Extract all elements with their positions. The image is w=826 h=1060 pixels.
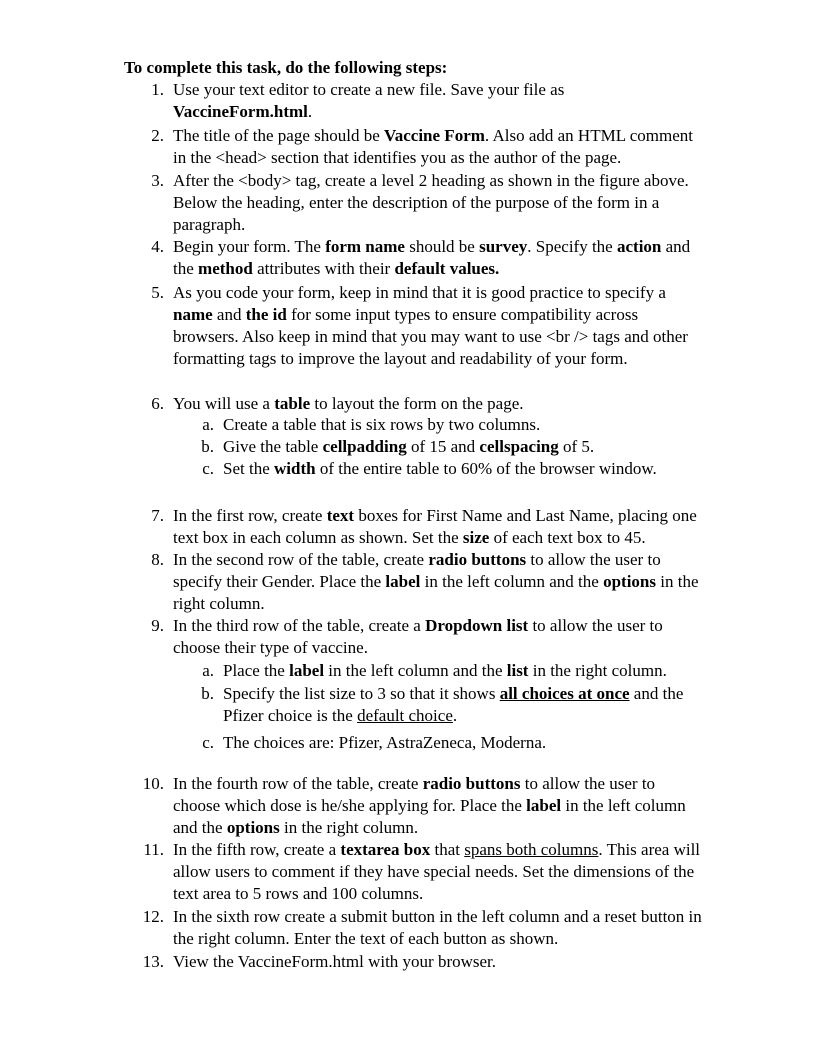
- text-run: specify their Gender. Place the: [173, 572, 386, 591]
- step-1-line: [173, 101, 312, 123]
- text-run: width: [274, 459, 316, 478]
- text-run: for some input types to ensure compatibility across: [286, 305, 639, 324]
- text-run: In the second row of the table, create: [173, 550, 429, 569]
- text-run: default values.: [394, 259, 500, 278]
- step-number: 12.: [142, 907, 164, 926]
- text-run: right column.: [173, 594, 265, 613]
- step-number: 9.: [151, 616, 164, 635]
- text-run: cellspacing: [479, 437, 559, 456]
- step-number: 8.: [151, 550, 164, 569]
- text-run: form name: [325, 237, 405, 256]
- step-11-line: [173, 839, 700, 861]
- text-run: of 5.: [558, 437, 595, 456]
- text-run: Vaccine Form: [384, 126, 485, 145]
- text-run: . Also add an HTML comment: [484, 126, 693, 145]
- instructions-heading: To complete this task, do the following steps:: [124, 58, 448, 77]
- text-run: to allow the user to: [520, 774, 656, 793]
- step-4-line: [173, 236, 690, 258]
- sub-step-letter: a.: [202, 661, 214, 680]
- step-number: 11.: [143, 840, 164, 859]
- text-run: The choices are: Pfizer, AstraZeneca, Moderna.: [223, 733, 547, 752]
- step-5-line: [173, 326, 688, 348]
- text-run: browsers. Also keep in mind that you may want to use <br /> tags and other: [173, 327, 688, 346]
- text-run: of each text box to 45.: [489, 528, 646, 547]
- text-run: VaccineForm.html: [173, 102, 308, 121]
- text-run: Set the: [223, 459, 274, 478]
- underlined-text: all choices at once: [499, 684, 630, 703]
- sub-step-line: [223, 683, 683, 705]
- text-run: default choice: [357, 706, 453, 725]
- step-7-line: [173, 527, 646, 549]
- text-run: In the third row of the table, create a: [173, 616, 426, 635]
- text-run: [500, 684, 630, 703]
- text-run: Use your text editor to create a new file. Save your file as: [173, 80, 565, 99]
- text-run: that: [430, 840, 465, 859]
- step-6-line: [173, 393, 524, 415]
- text-run: Dropdown list: [425, 616, 529, 635]
- text-run: to allow the user to: [528, 616, 663, 635]
- text-run: should be: [404, 237, 480, 256]
- step-10-line: [173, 773, 655, 795]
- step-5-line: [173, 348, 628, 370]
- sub-step-line: [223, 660, 667, 682]
- sub-step-letter: b.: [201, 684, 214, 703]
- text-run: text: [326, 506, 355, 525]
- text-run: label: [526, 796, 562, 815]
- sub-step-line: [223, 732, 546, 754]
- step-10-line: [173, 795, 686, 817]
- sub-step-letter: c.: [202, 733, 214, 752]
- text-run: action: [616, 237, 662, 256]
- text-run: of the entire table to 60% of the browser window.: [315, 459, 657, 478]
- text-run: the id: [245, 305, 287, 324]
- step-8-line: [173, 549, 661, 571]
- text-run: in the right column.: [528, 661, 667, 680]
- step-11-line: [173, 861, 694, 883]
- step-number: 3.: [151, 171, 164, 190]
- step-13-line: [173, 951, 496, 973]
- step-number: 7.: [151, 506, 164, 525]
- step-3-line: [173, 214, 245, 236]
- step-number: 4.: [151, 237, 164, 256]
- text-run: the right column. Enter the text of each button as shown.: [173, 929, 559, 948]
- text-run: options: [603, 572, 656, 591]
- text-run: Pfizer choice is the: [223, 706, 358, 725]
- text-run: formatting tags to improve the layout and readability of your form.: [173, 349, 628, 368]
- text-run: in the left column and the: [324, 661, 507, 680]
- step-2-line: [173, 147, 621, 169]
- step-number: 1.: [151, 80, 164, 99]
- sub-step-line: [223, 414, 540, 436]
- text-run: list: [506, 661, 529, 680]
- text-run: to allow the user to: [526, 550, 661, 569]
- text-run: label: [289, 661, 325, 680]
- text-run: radio buttons: [428, 550, 527, 569]
- text-run: View the VaccineForm.html with your browser.: [173, 952, 497, 971]
- text-run: Specify the list size to 3 so that it shows: [223, 684, 500, 703]
- text-run: As you code your form, keep in mind that it is good practice to specify a: [173, 283, 666, 302]
- text-run: In the fifth row, create a: [173, 840, 341, 859]
- step-number: 2.: [151, 126, 164, 145]
- text-run: After the <body> tag, create a level 2 heading as shown in the figure above.: [173, 171, 689, 190]
- text-run: text box in each column as shown. Set the: [173, 528, 463, 547]
- text-run: . Specify the: [527, 237, 617, 256]
- text-run: and: [212, 305, 246, 324]
- text-run: spans both columns: [464, 840, 599, 859]
- step-10-line: [173, 817, 418, 839]
- text-run: attributes with their: [252, 259, 395, 278]
- step-number: 6.: [151, 394, 164, 413]
- step-3-line: [173, 170, 689, 192]
- text-run: cellpadding: [322, 437, 407, 456]
- step-8-line: [173, 593, 265, 615]
- text-run: and the: [629, 684, 684, 703]
- text-run: Give the table: [223, 437, 323, 456]
- step-3-line: [173, 192, 659, 214]
- text-run: In the fourth row of the table, create: [173, 774, 423, 793]
- step-12-line: [173, 906, 702, 928]
- step-2-line: [173, 125, 693, 147]
- text-run: You will use a: [173, 394, 275, 413]
- sub-step-letter: c.: [202, 459, 214, 478]
- text-run: The title of the page should be: [173, 126, 385, 145]
- text-run: choose their type of vaccine.: [173, 638, 368, 657]
- text-run: options: [226, 818, 280, 837]
- text-run: choose which dose is he/she applying for. Place the: [173, 796, 527, 815]
- text-run: label: [385, 572, 421, 591]
- text-run: in the left column and the: [420, 572, 604, 591]
- text-run: In the sixth row create a submit button in the left column and a reset button in: [173, 907, 702, 926]
- text-run: in the: [656, 572, 699, 591]
- step-1-line: [173, 79, 564, 101]
- step-8-line: [173, 571, 699, 593]
- text-run: in the left column: [561, 796, 686, 815]
- sub-step-line: [223, 436, 594, 458]
- text-run: Place the: [223, 661, 290, 680]
- text-run: textarea box: [340, 840, 431, 859]
- text-run: to layout the form on the page.: [310, 394, 524, 413]
- text-run: text area to 5 rows and 100 columns.: [173, 884, 424, 903]
- step-4-line: [173, 258, 499, 280]
- text-run: Begin your form. The: [173, 237, 326, 256]
- text-run: of 15 and: [406, 437, 480, 456]
- step-7-line: [173, 505, 697, 527]
- text-run: size: [462, 528, 490, 547]
- sub-step-line: [223, 705, 457, 727]
- sub-step-letter: b.: [201, 437, 214, 456]
- text-run: Create a table that is six rows by two columns.: [223, 415, 541, 434]
- step-12-line: [173, 928, 558, 950]
- text-run: name: [173, 305, 213, 324]
- text-run: In the first row, create: [173, 506, 327, 525]
- text-run: .: [452, 706, 458, 725]
- step-11-line: [173, 883, 423, 905]
- text-run: .: [307, 102, 313, 121]
- step-5-line: [173, 282, 666, 304]
- text-run: table: [274, 394, 311, 413]
- sub-step-line: [223, 458, 657, 480]
- text-run: . This area will: [598, 840, 701, 859]
- step-5-line: [173, 304, 638, 326]
- sub-step-letter: a.: [202, 415, 214, 434]
- text-run: allow users to comment if they have special needs. Set the dimensions of the: [173, 862, 695, 881]
- text-run: survey: [479, 237, 528, 256]
- text-run: in the right column.: [279, 818, 419, 837]
- text-run: radio buttons: [422, 774, 521, 793]
- step-number: 13.: [142, 952, 164, 971]
- step-number: 5.: [151, 283, 164, 302]
- text-run: method: [198, 259, 253, 278]
- text-run: and: [661, 237, 691, 256]
- text-run: paragraph.: [173, 215, 246, 234]
- text-run: Below the heading, enter the description of the purpose of the form in a: [173, 193, 660, 212]
- step-9-line: [173, 615, 663, 637]
- step-9-line: [173, 637, 368, 659]
- text-run: the: [173, 259, 199, 278]
- text-run: boxes for First Name and Last Name, placing one: [354, 506, 697, 525]
- text-run: and the: [173, 818, 227, 837]
- text-run: in the <head> section that identifies you as the author of the page.: [173, 148, 622, 167]
- step-number: 10.: [142, 774, 164, 793]
